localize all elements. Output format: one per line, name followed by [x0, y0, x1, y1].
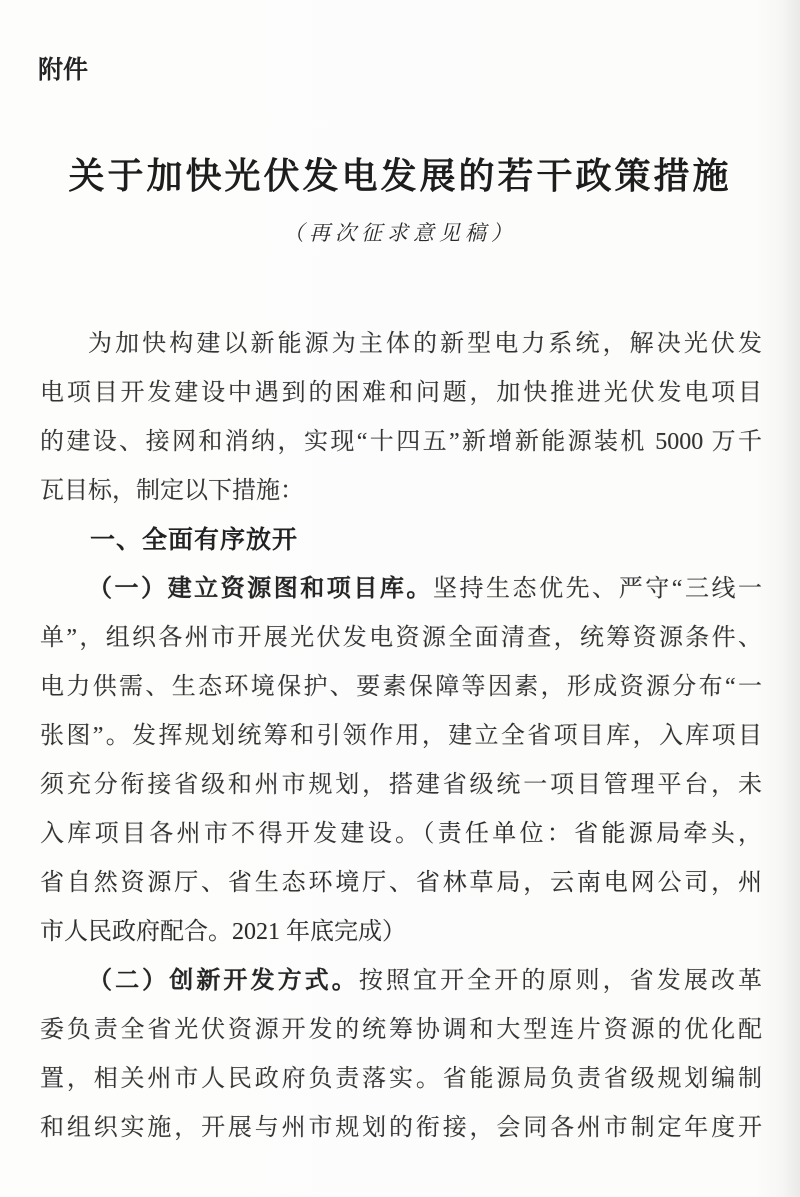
item2-line-3: 置，相关州市人民政府负责落实。省能源局负责省级规划编制: [40, 1066, 762, 1092]
item2-line-1: [40, 957, 762, 1006]
item1-responsibility-start: （责任单位：省能源局牵头，: [422, 821, 762, 847]
item1-line-7: 省自然资源厅、省生态环境厅、省林草局，云南电网公司，州: [40, 870, 762, 896]
item1-lead: （一）建立资源图和项目库。: [88, 576, 433, 602]
item2-lead: （二）创新开发方式。: [88, 968, 359, 994]
item1-line-1: [40, 565, 762, 614]
attachment-label: 附件: [38, 56, 89, 84]
document-body: [40, 320, 762, 1153]
item2-line-4: 和组织实施，开展与州市规划的衔接，会同各州市制定年度开: [40, 1115, 762, 1141]
item2-line-2: 委负责全省光伏资源开发的统筹协调和大型连片资源的优化配: [40, 1017, 762, 1043]
intro-line-4: 瓦目标，制定以下措施：: [40, 478, 304, 504]
item1-line-5: 须充分衔接省级和州市规划，搭建省级统一项目管理平台，未: [40, 772, 762, 798]
intro-line-1: 为加快构建以新能源为主体的新型电力系统，解决光伏发: [88, 331, 762, 357]
intro-line-2: 电项目开发建设中遇到的困难和问题，加快推进光伏发电项目: [40, 380, 762, 406]
item2-line-1-rest: 按照宜开全开的原则，省发展改革: [358, 968, 762, 994]
item1-line-4: 张图”。发挥规划统筹和引领作用，建立全省项目库，入库项目: [40, 723, 762, 749]
intro-line-3: 的建设、接网和消纳，实现“十四五”新增新能源装机 5000 万千: [40, 429, 762, 455]
item1-line-1-rest: 坚持生态优先、严守“三线一: [432, 576, 762, 602]
section-heading: 一、全面有序放开: [90, 526, 299, 554]
item1-line-2: 单”，组织各州市开展光伏发电资源全面清查，统筹资源条件、: [40, 625, 762, 651]
item1-line-3: 电力供需、生态环境保护、要素保障等因素，形成资源分布“一: [40, 674, 762, 700]
document-title: 关于加快光伏发电发展的若干政策措施: [68, 156, 732, 196]
document-subtitle: （再次征求意见稿）: [283, 221, 517, 245]
item1-line-8: 市人民政府配合。2021 年底完成）: [40, 919, 406, 945]
item1-line-6-normal: 入库项目各州市不得开发建设。: [40, 821, 423, 847]
item1-line-6: [40, 810, 762, 859]
